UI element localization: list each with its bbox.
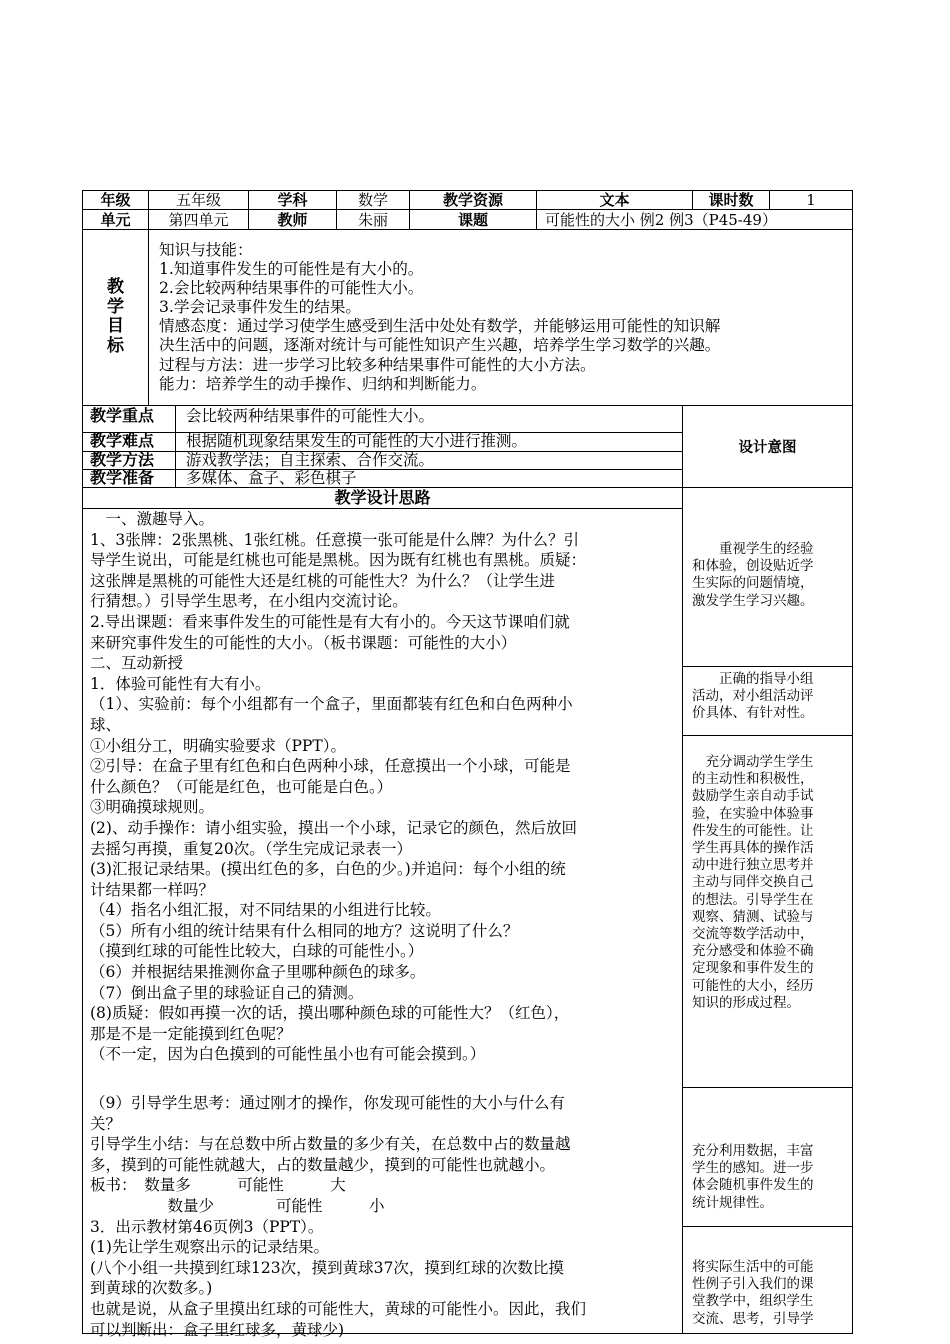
grade-value: 五年级 [175, 191, 221, 209]
unit-value: 第四单元 [168, 211, 229, 229]
resource-value: 文本 [599, 191, 630, 209]
topic-label: 课题 [457, 211, 488, 229]
prep-value: 多媒体、盒子、彩色棋子 [186, 469, 357, 487]
design-intent-label: 设计意图 [738, 439, 797, 456]
side-note-1: 重视学生的经验 和体验，创设贴近学 生实际的问题情境， 激发学生学习兴趣。 [692, 541, 814, 609]
side-note-2: 正确的指导小组 活动，对小组活动评 价具体、有针对性。 [692, 671, 814, 722]
side-note-4: 充分利用数据，丰富 学生的感知。进一步 体会随机事件发生的 统计规律性。 [692, 1143, 814, 1211]
subject-label: 学科 [277, 191, 308, 209]
resource-label: 教学资源 [442, 191, 503, 209]
design-title: 教学设计思路 [334, 488, 431, 507]
difficulty-label: 教学难点 [90, 431, 155, 450]
difficulty-value: 根据随机现象结果发生的可能性的大小进行推测。 [186, 432, 528, 450]
objectives-text: 知识与技能： 1.知道事件发生的可能性是有大小的。 2.会比较两种结果事件的可能性大小。 3.学会记录事件发生的结果。 情感态度：通过学习使学生感受到生活中处处有数学，并能够运用可能性的知识解 决生活中的问题，逐渐对统计与可能性知识产生兴趣，培养学生学习数学的兴趣。 过程与方法：进一步学习比较多种结果事件可能性的大小方法。 能力：培养学生的动手操作、归纳和判断能力。 [159, 241, 721, 393]
unit-label: 单元 [100, 211, 131, 229]
grade-label: 年级 [100, 191, 131, 209]
hours-label: 课时数 [708, 191, 754, 209]
objectives-label: 教 学 目 标 [107, 277, 124, 356]
teacher-value: 朱丽 [357, 211, 388, 229]
method-label: 教学方法 [90, 450, 155, 469]
prep-label: 教学准备 [90, 468, 155, 487]
design-body-continued: （9）引导学生思考：通过刚才的操作，你发现可能性的大小与什么有 关？ 引导学生小结：与在总数中所占数量的多少有关，在总数中占的数量越 多，摸到的可能性就越大，占的数量越少，摸到的可能性也就越小。 板书： 数量多 可能性 大 数量少 可能性 小 3．出示教材第46页例3（PPT）。 (1)先让学生观察出示的记录结果。 (八个小组一共摸到红球123次，摸到黄球37次，摸到红球的次数比摸 到黄球的次数多。) 也就是说，从盒子里摸出红球的可能性大，黄球的可能性小。因此，我们 可以判断出：盒子里红球多，黄球少) [90, 1094, 587, 1339]
subject-value: 数学 [357, 191, 388, 209]
side-note-5: 将实际生活中的可能 性例子引入我们的课 堂教学中，组织学生 交流、思考，引导学 [692, 1259, 814, 1327]
key-point-value: 会比较两种结果事件的可能性大小。 [186, 407, 435, 425]
teacher-label: 教师 [277, 211, 308, 229]
topic-value: 可能性的大小 例2 例3（P45-49） [545, 211, 777, 229]
design-body: 一、激趣导入。 1、3张牌：2张黑桃、1张红桃。任意摸一张可能是什么牌？为什么？引 导学生说出，可能是红桃也可能是黑桃。因为既有红桃也有黑桃。质疑： 这张牌是黑桃的可能性大还是红桃的可能性大？为什么？（让学生进 行猜想。）引导学生思考，在小组内交流讨论。 2.导出课题：看来事件发生的可能性是有大有小的。今天这节课咱们就 来研究事件发生的可能性的大小。（板书课题：可能性的大小） 二、互动新授 1．体验可能性有大有小。 （1）、实验前：每个小组都有一个盒子，里面都装有红色和白色两种小 球、 ①小组分工，明确实验要求（PPT）。 ②引导：在盒子里有红色和白色两种小球，任意摸出一个小球，可能是 什么颜色？（可能是红色，也可能是白色。） ③明确摸球规则。 (2)、动手操作：请小组实验，摸出一个小球，记录它的颜色，然后放回 去摇匀再摸，重复20次。（学生完成记录表一） (3)汇报记录结果。(摸出红色的多，白色的少。)并追问：每个小组的统 计结果都一样吗？ （4）指名小组汇报，对不同结果的小组进行比较。 （5）所有小组的统计结果有什么相同的地方？这说明了什么？ （摸到红球的可能性比较大，白球的可能性小。） （6）并根据结果推测你盒子里哪种颜色的球多。 （7）倒出盒子里的球验证自己的猜测。 (8)质疑：假如再摸一次的话，摸出哪种颜色球的可能性大？（红色）， 那是不是一定能摸到红色呢？ （不一定，因为白色摸到的可能性虽小也有可能会摸到。） [90, 510, 587, 1064]
key-point-label: 教学重点 [90, 406, 155, 425]
method-value: 游戏教学法；自主探索、合作交流。 [186, 451, 435, 469]
side-note-3: 充分调动学生学生 的主动性和积极性， 鼓励学生亲自动手试 验，在实验中体验事 件发生的可能性。让 学生再具体的操作活 动中进行独立思考并 主动与同伴交换自己 的想法。引导学生在 观察、猜测、试验与 交流等数学活动中， 充分感受和体验不确 定现象和事件发生的 可能性的大小，经历 知识的形成过程。 [692, 754, 814, 1011]
hours-value: 1 [806, 191, 816, 209]
